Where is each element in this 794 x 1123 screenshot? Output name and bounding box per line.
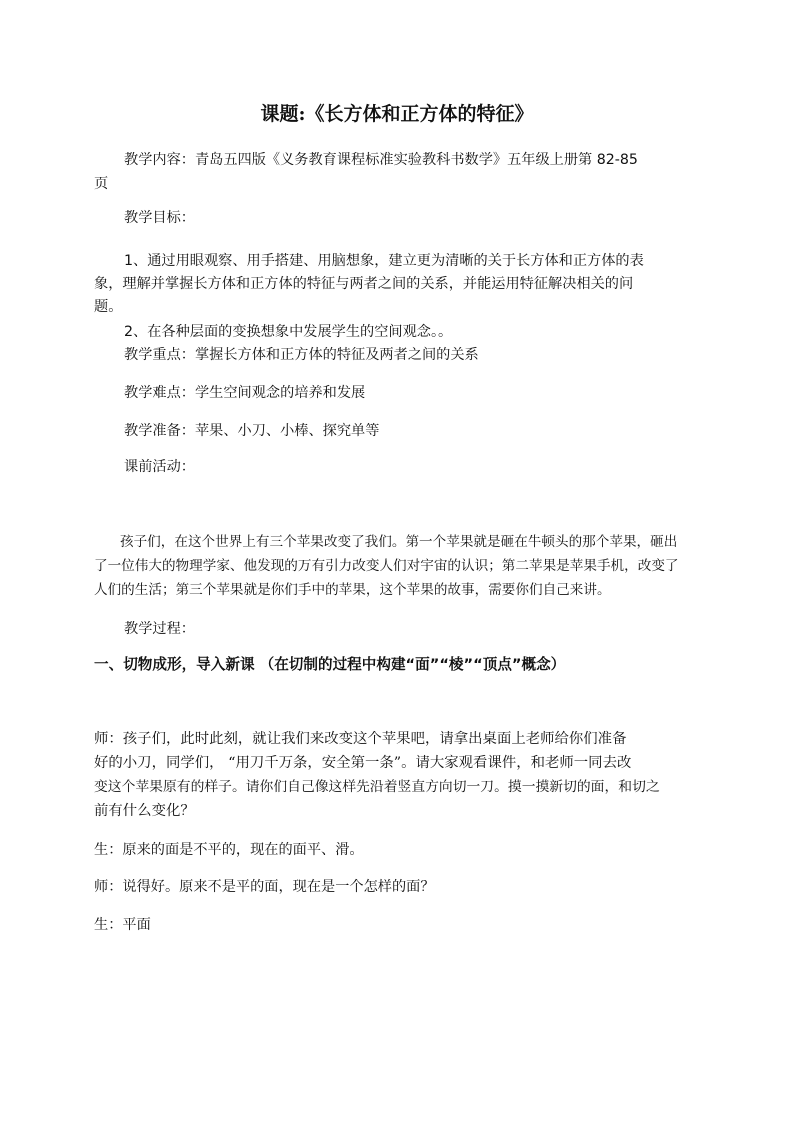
- goal-1-line-1: 1、通过用眼观察、用手搭建、用脑想象，建立更为清晰的关于长方体和正方体的表: [124, 253, 644, 269]
- dialog-1-line-4: 前有什么变化？: [94, 803, 195, 819]
- dialog-1-line-2: 好的小刀，同学们， “用刀千万条，安全第一条”。请大家观看课件，和老师一同去改: [94, 755, 632, 771]
- goal-1-line-3: 题。: [94, 299, 123, 315]
- dialog-1-line-1: 师：孩子们，此时此刻，就让我们来改变这个苹果吧，请拿出桌面上老师给你们准备: [94, 731, 627, 747]
- goal-2: 2、在各种层面的变换想象中发展学生的空间观念。。: [124, 324, 453, 340]
- story-line-2: 了一位伟大的物理学家、他发现的万有引力改变人们对宇宙的认识；第二苹果是苹果手机，改变了: [94, 558, 679, 574]
- section-1-heading: 一、切物成形，导入新课 （在切制的过程中构建“面”“棱”“顶点”概念）: [94, 656, 566, 673]
- story-line-1: 孩子们，在这个世界上有三个苹果改变了我们。第一个苹果就是砸在牛顿头的那个苹果，砸出: [120, 534, 678, 550]
- dialog-2: 生：原来的面是不平的，现在的面平、滑。: [94, 842, 364, 858]
- teaching-process-label: 教学过程：: [124, 621, 195, 637]
- teaching-goals-label: 教学目标：: [124, 210, 195, 226]
- goal-1-line-2: 象，理解并掌握长方体和正方体的特征与两者之间的关系，并能运用特征解决相关的问: [94, 276, 634, 292]
- dialog-3: 师：说得好。原来不是平的面，现在是一个怎样的面？: [94, 879, 435, 895]
- teaching-content-line-1: 教学内容：青岛五四版《义务教育课程标准实验教科书数学》五年级上册第 82-85: [124, 152, 638, 168]
- dialog-4: 生：平面: [94, 917, 151, 933]
- story-line-3: 人们的生活；第三个苹果就是你们手中的苹果，这个苹果的故事，需要你们自己来讲。: [94, 582, 611, 598]
- pre-class-activity-label: 课前活动：: [124, 459, 195, 475]
- teaching-content-line-2: 页: [94, 176, 109, 192]
- preparation: 教学准备：苹果、小刀、小棒、探究单等: [124, 423, 380, 439]
- page-title: 课题:《长方体和正方体的特征》: [260, 103, 534, 125]
- key-point: 教学重点：掌握长方体和正方体的特征及两者之间的关系: [124, 347, 479, 363]
- dialog-1-line-3: 变这个苹果原有的样子。请你们自己像这样先沿着竖直方向切一刀。摸一摸新切的面，和切之: [94, 779, 660, 795]
- difficulty: 教学难点：学生空间观念的培养和发展: [124, 385, 366, 401]
